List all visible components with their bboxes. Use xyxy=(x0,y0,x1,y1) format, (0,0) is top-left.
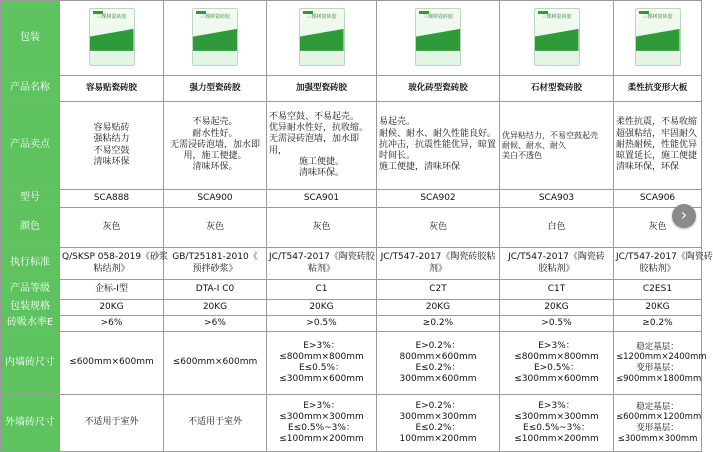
water-absorption-value: >0.5% xyxy=(267,316,377,332)
selling-point: 优异粘结力，不易空鼓起壳 xyxy=(502,130,598,140)
selling-point: 无需浸砖泡墙，加水即用， xyxy=(269,134,360,156)
standard-line: JC/T547-2017《陶瓷砖胶 xyxy=(269,252,375,263)
size-line: E>3%： xyxy=(538,400,575,411)
size-line: ≤900mm×1800mm xyxy=(616,373,702,384)
product-color: 白色 xyxy=(500,208,614,248)
selling-point: 清味环保。 xyxy=(192,162,238,173)
size-line: 100mm×200mm xyxy=(399,434,477,445)
package-bag-image: 三棵树瓷砖胶 xyxy=(635,8,681,66)
interior-size-cell xyxy=(60,332,164,395)
product-name: 强力型瓷砖胶 xyxy=(164,76,267,102)
package-image-cell xyxy=(60,1,164,76)
standard-line: JC/T547-2017《陶瓷砖 xyxy=(508,252,605,263)
exterior-size-cell xyxy=(614,395,702,452)
product-grade: 企标-Ⅰ型 xyxy=(60,280,164,300)
row-label-product-name: 产品名称 xyxy=(1,76,60,102)
size-line: E≤0.5%~3%： xyxy=(523,423,590,433)
selling-point: 清味环保 xyxy=(93,156,130,167)
size-line: 300mm×300mm xyxy=(399,411,477,422)
model-code: SCA900 xyxy=(164,190,267,208)
standard-line: JC/T547-2017《陶瓷砖 xyxy=(616,252,713,263)
selling-point: 美白不透色 xyxy=(502,150,542,160)
size-line: 稳定基层： xyxy=(636,341,679,352)
selling-point: 耐热耐候，性能优异 xyxy=(616,139,698,150)
product-color: 灰色 xyxy=(377,208,500,248)
water-absorption-value: >6% xyxy=(60,316,164,332)
size-line: ≤800mm×800mm xyxy=(279,351,364,362)
water-absorption-value: ≥0.2% xyxy=(377,316,500,332)
row-selling-points xyxy=(1,102,702,190)
product-grade: DTA-I C0 xyxy=(164,280,267,300)
package-image-cell xyxy=(164,1,267,76)
size-line: ≤100mm×200mm xyxy=(514,434,599,445)
interior-size-cell xyxy=(267,332,377,395)
selling-point: 超强粘结，牢固耐久 xyxy=(616,128,698,139)
package-image-cell xyxy=(377,1,500,76)
product-name: 容易贴瓷砖胶 xyxy=(60,76,164,102)
selling-point: 耐候、耐水、耐久性能良好。 xyxy=(379,128,497,139)
size-line: E>3%： xyxy=(303,340,340,351)
row-label-standard: 执行标准 xyxy=(1,248,60,280)
standard-cell xyxy=(500,248,614,280)
selling-point: 清味环保，环保 xyxy=(616,162,680,173)
selling-point: 不易空鼓、不易起壳。 xyxy=(269,111,360,122)
size-line: ≤800mm×800mm xyxy=(514,351,599,362)
standard-cell xyxy=(164,248,267,280)
standard-line: Q/SKSP 058-2019《砂浆 xyxy=(62,252,169,263)
size-line: 300mm×600mm xyxy=(399,374,477,385)
package-bag-image: 三棵树瓷砖胶 xyxy=(534,8,580,66)
selling-point: 易起壳。 xyxy=(379,117,416,128)
size-line: ≤600mm×600mm xyxy=(172,357,258,368)
size-line: ≤300mm×600mm xyxy=(279,374,364,385)
size-line: ≤300mm×600mm xyxy=(514,374,599,385)
selling-point: 容易贴砖 xyxy=(93,123,130,133)
water-absorption-value: >6% xyxy=(164,316,267,332)
selling-points-cell xyxy=(614,102,702,190)
size-line: ≤1200mm×2400mm xyxy=(616,352,707,363)
package-image-cell xyxy=(614,1,702,76)
selling-point: 施工便捷，清味环保 xyxy=(379,162,461,173)
package-weight: 20KG xyxy=(500,300,614,316)
size-line: E≤0.5%： xyxy=(298,363,345,373)
size-line: E>0.2%： xyxy=(415,340,461,351)
standard-line: JC/T547-2017《陶瓷砖胶粘 xyxy=(380,252,496,263)
size-line: 变形基层： xyxy=(636,363,679,373)
row-label-color: 颜色 xyxy=(1,208,60,248)
exterior-size-cell xyxy=(60,395,164,452)
standard-line: 预拌砂浆》 xyxy=(192,263,238,274)
standard-cell xyxy=(267,248,377,280)
model-code: SCA888 xyxy=(60,190,164,208)
product-grade: C1T xyxy=(500,280,614,300)
standard-line: 胶粘剂》 xyxy=(538,263,575,274)
size-line: ≤100mm×200mm xyxy=(279,434,364,445)
selling-point: 不易起壳。 xyxy=(192,117,238,128)
size-line: E>3%： xyxy=(538,340,575,351)
standard-cell xyxy=(377,248,500,280)
package-weight: 20KG xyxy=(377,300,500,316)
model-code: SCA902 xyxy=(377,190,500,208)
model-code: SCA903 xyxy=(500,190,614,208)
size-line: E≤0.2%： xyxy=(415,423,461,433)
selling-point: 抗冲击，抗震性能优异，晾置 xyxy=(379,139,497,150)
product-color: 灰色 xyxy=(164,208,267,248)
size-line: ≤600mm×600mm xyxy=(69,357,154,368)
row-label-package-spec: 包装规格 xyxy=(1,300,60,316)
package-bag-image: 三棵树瓷砖胶 xyxy=(192,8,238,66)
interior-size-cell xyxy=(500,332,614,395)
row-grade xyxy=(1,280,702,300)
selling-point: 优异耐水性好，抗收缩。 xyxy=(269,123,369,133)
product-color: 灰色 xyxy=(60,208,164,248)
package-bag-image: 三棵树瓷砖胶 xyxy=(299,8,345,66)
product-name: 柔性抗变形大板 xyxy=(614,76,702,102)
package-weight: 20KG xyxy=(164,300,267,316)
row-label-interior-tile-size: 内墙砖尺寸 xyxy=(1,332,60,395)
package-weight: 20KG xyxy=(60,300,164,316)
next-arrow-icon[interactable]: › xyxy=(672,204,696,228)
selling-point: 时间长。 xyxy=(379,151,416,162)
product-name: 石材型瓷砖胶 xyxy=(500,76,614,102)
product-color: 灰色 xyxy=(267,208,377,248)
size-line: 800mm×600mm xyxy=(399,351,477,362)
interior-size-cell xyxy=(164,332,267,395)
selling-point: 耐候、耐水、耐久 xyxy=(502,140,566,150)
selling-point: 柔性抗震，不易收缩 xyxy=(616,117,698,128)
selling-point: 无需浸砖泡墙，加水即 xyxy=(169,139,260,150)
row-package-spec xyxy=(1,300,702,316)
package-bag-image: 三棵树瓷砖胶 xyxy=(415,8,461,66)
selling-point: 强粘结力 xyxy=(93,134,130,145)
exterior-size-cell xyxy=(164,395,267,452)
interior-size-cell xyxy=(614,332,707,395)
size-line: E≤0.2%： xyxy=(415,363,461,373)
row-label-exterior-tile-size: 外墙砖尺寸 xyxy=(1,395,60,452)
size-line: ≤600mm×1200mm xyxy=(616,412,702,423)
selling-points-cell xyxy=(164,102,267,190)
row-label-packaging: 包装 xyxy=(1,1,60,76)
row-label-grade: 产品等级 xyxy=(1,280,60,300)
exterior-size-cell xyxy=(267,395,377,452)
package-bag-image: 三棵树瓷砖胶 xyxy=(89,8,135,66)
selling-points-cell xyxy=(500,102,614,190)
standard-cell xyxy=(614,248,713,280)
water-absorption-value: ≥0.2% xyxy=(614,316,702,332)
standard-line: GB/T25181-2010《 xyxy=(172,252,258,263)
model-code: SCA901 xyxy=(267,190,377,208)
row-exterior-tile-size xyxy=(1,395,702,452)
row-packaging xyxy=(1,1,702,76)
standard-line: 胶粘剂》 xyxy=(639,263,676,274)
product-color: 灰色 xyxy=(614,208,702,248)
row-model xyxy=(1,190,702,208)
size-line: ≤300mm×300mm xyxy=(279,411,364,422)
package-weight: 20KG xyxy=(267,300,377,316)
size-line: 变形基层： xyxy=(636,423,679,433)
product-grade: C2ES1 xyxy=(614,280,702,300)
size-line: E>0.2%： xyxy=(415,400,461,411)
row-standard xyxy=(1,248,702,280)
package-image-cell xyxy=(267,1,377,76)
product-name: 加强型瓷砖胶 xyxy=(267,76,377,102)
size-line: E≤0.5%~3%： xyxy=(288,423,355,433)
model-code: SCA906 xyxy=(614,190,702,208)
size-line: E>3%： xyxy=(303,400,340,411)
selling-point: 施工便捷。 xyxy=(298,156,344,167)
size-line: E>0.5%： xyxy=(533,363,580,373)
interior-size-cell xyxy=(377,332,500,395)
size-line: 不适用于室外 xyxy=(84,417,139,428)
selling-point: 不易空鼓 xyxy=(93,145,130,156)
selling-point: 清味环保。 xyxy=(298,168,344,178)
exterior-size-cell xyxy=(500,395,614,452)
selling-points-cell xyxy=(267,102,377,190)
selling-points-cell xyxy=(377,102,500,190)
standard-line: 粘剂》 xyxy=(307,263,335,274)
product-name: 玻化砖型瓷砖胶 xyxy=(377,76,500,102)
product-grade: C1 xyxy=(267,280,377,300)
selling-point: 耐水性好。 xyxy=(192,128,238,139)
water-absorption-value: >0.5% xyxy=(500,316,614,332)
standard-line: 剂》 xyxy=(428,263,447,274)
selling-points-cell xyxy=(60,102,164,190)
row-water-absorption xyxy=(1,316,702,332)
selling-point: 晾置延长，施工便捷 xyxy=(616,151,698,162)
size-line: 不适用于室外 xyxy=(187,417,242,428)
row-product-name xyxy=(1,76,702,102)
row-interior-tile-size xyxy=(1,332,702,395)
size-line: ≤300mm×300mm xyxy=(514,411,599,422)
package-weight: 20KG xyxy=(614,300,702,316)
product-grade: C2T xyxy=(377,280,500,300)
standard-line: 粘结剂》 xyxy=(93,263,130,274)
size-line: 稳定基层： xyxy=(636,401,679,412)
exterior-size-cell xyxy=(377,395,500,452)
row-label-water-absorption: 砖吸水率E xyxy=(1,316,60,332)
package-image-cell xyxy=(500,1,614,76)
row-color xyxy=(1,208,702,248)
size-line: ≤300mm×300mm xyxy=(617,433,698,444)
selling-point: 用，施工便捷。 xyxy=(183,151,247,162)
row-label-model: 型号 xyxy=(1,190,60,208)
row-label-selling-points: 产品卖点 xyxy=(1,102,60,190)
standard-cell xyxy=(60,248,169,280)
